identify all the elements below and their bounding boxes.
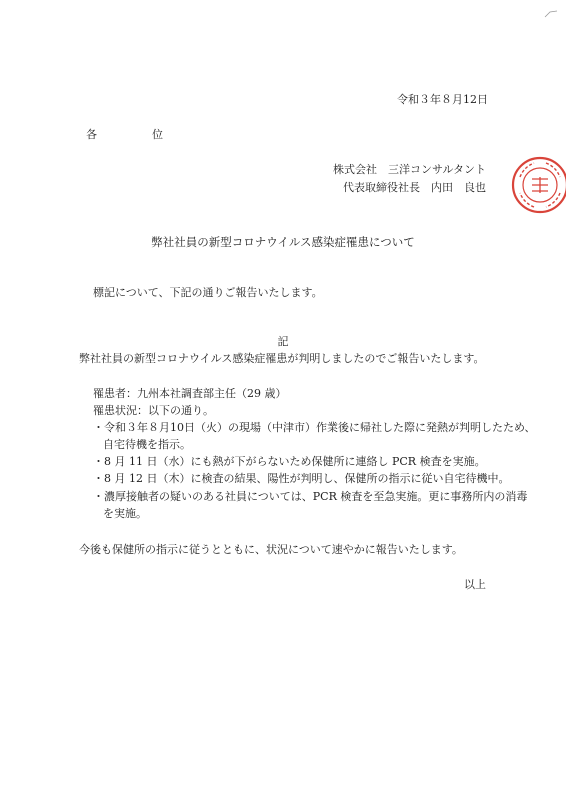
document-date: 令和３年８月12日: [397, 93, 488, 106]
corner-scan-mark: [544, 4, 558, 14]
list-item: ・8 月 11 日（水）にも熱が下がらないため保健所に連絡し PCR 検査を実施。: [93, 455, 486, 468]
intro-text: 標記について、下記の通りご報告いたします。: [93, 286, 323, 299]
ki-heading: 記: [277, 335, 289, 348]
closing-text: 今後も保健所の指示に従うとともに、状況について速やかに報告いたします。: [79, 543, 463, 556]
status-heading: 罹患状況：以下の通り。: [93, 404, 214, 417]
sender-representative: 代表取締役社長 内田 良也: [343, 181, 486, 194]
body-lead: 弊社社員の新型コロナウイルス感染症罹患が判明しましたのでご報告いたします。: [79, 352, 485, 365]
sender-company: 株式会社 三洋コンサルタント: [332, 163, 486, 176]
addressee: 各 位: [86, 128, 185, 141]
list-item: ・令和３年８月10日（火）の現場（中津市）作業後に帰社した際に発熱が判明したため、: [93, 421, 536, 434]
patient-info: 罹患者：九州本社調査部主任（29 歳）: [93, 387, 287, 400]
company-seal-icon: [510, 155, 566, 215]
list-item: ・濃厚接触者の疑いのある社員については、PCR 検査を至急実施。更に事務所内の消毒: [93, 490, 528, 503]
document-title: 弊社社員の新型コロナウイルス感染症罹患について: [151, 235, 415, 249]
list-item-continuation: を実施。: [103, 507, 147, 520]
list-item: ・8 月 12 日（木）に検査の結果、陽性が判明し、保健所の指示に従い自宅待機中。: [93, 472, 510, 485]
ijo-end-mark: 以上: [464, 578, 486, 591]
list-item-continuation: 自宅待機を指示。: [103, 438, 191, 451]
